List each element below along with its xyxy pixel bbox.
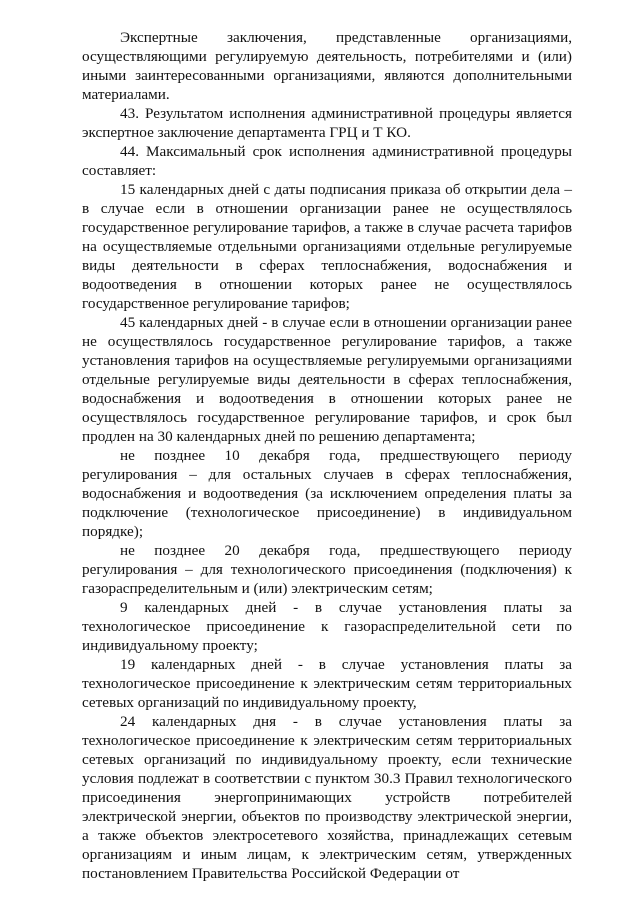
paragraph-9-days: 9 календарных дней - в случае установления платы за технологическое присоединение к газораспределительной сети по индивидуальному проекту; (82, 599, 572, 654)
paragraph-24-days: 24 календарных дня - в случае установления платы за технологическое присоединение к электрическим сетям территориальных сетевых организаций по индивидуальному проекту, если технические условия подлежат в соответствии с пунктом 30.3 Правил технологического присоединения энергопринимающих устройств потребителей электрической энергии, объектов по производству электрической энергии, а также объектов электросетевого хозяйства, принадлежащих сетевым организациям и иным лицам, к электрическим сетям, утвержденных постановлением Правительства Российской Федерации от (82, 713, 572, 882)
document-page (82, 28, 572, 883)
paragraph-15-days: 15 календарных дней с даты подписания приказа об открытии дела – в случае если в отношении организации ранее не осуществлялось государственное регулирование тарифов, а также в случае расчета тарифов на осуществляемые отдельными организациями отдельные регулируемые виды деятельности в сферах теплоснабжения, водоснабжения и водоотведения в отношении которых ранее не осуществлялось государственное регулирование тарифов; (82, 181, 572, 312)
paragraph-43-result: 43. Результатом исполнения административной процедуры является экспертное заключение департамента ГРЦ и Т КО. (82, 105, 572, 141)
paragraph-expert-conclusions: Экспертные заключения, представленные организациями, осуществляющими регулируемую деятельность, потребителями и (или) иными заинтересованными организациями, являются дополнительными материалами. (82, 29, 572, 103)
paragraph-december-10: не позднее 10 декабря года, предшествующего периоду регулирования – для остальных случаев в сферах теплоснабжения, водоснабжения и водоотведения (за исключением определения платы за подключение (технологическое присоединение) в индивидуальном порядке); (82, 447, 572, 540)
paragraph-december-20: не позднее 20 декабря года, предшествующего периоду регулирования – для технологического присоединения (подключения) к газораспределительным и (или) электрическим сетям; (82, 542, 572, 597)
paragraph-19-days: 19 календарных дней - в случае установления платы за технологическое присоединение к электрическим сетям территориальных сетевых организаций по индивидуальному проекту, (82, 656, 572, 711)
paragraph-45-days: 45 календарных дней - в случае если в отношении организации ранее не осуществлялось государственное регулирование тарифов, а также установления тарифов на осуществляемые регулируемыми организациями отдельные регулируемые виды деятельности в сферах теплоснабжения, водоснабжения и водоотведения в отношении которых ранее не осуществлялось государственное регулирование тарифов, и срок был продлен на 30 календарных дней по решению департамента; (82, 314, 572, 445)
paragraph-44-max-term: 44. Максимальный срок исполнения административной процедуры составляет: (82, 143, 572, 179)
